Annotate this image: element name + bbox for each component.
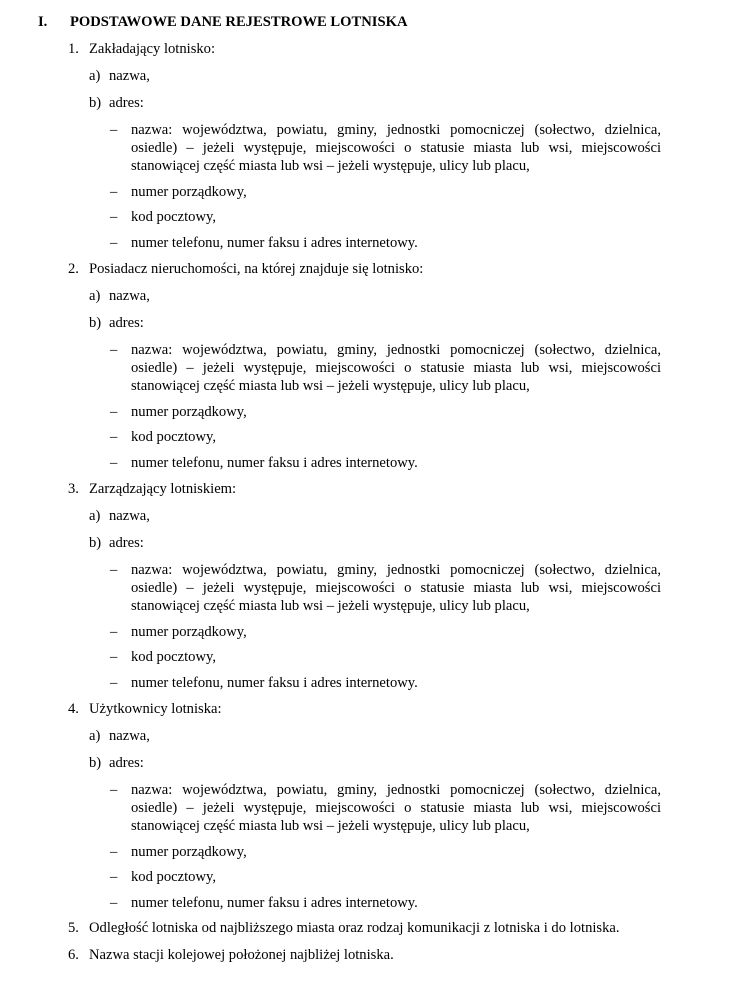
dash-item-text: numer porządkowy, xyxy=(131,184,247,200)
dash-item-text: nazwa: województwa, powiatu, gminy, jednostki pomocniczej (sołectwo, dzielnica, osiedle) – jeżeli występuje, miejscowości o statusie miasta lub wsi, miejscowości stanowiącej część miasta lub wsi – jeżeli występuje, ulicy lub placu, xyxy=(131,122,661,174)
dash-marker: – xyxy=(110,455,118,471)
sub-item-text: adres: xyxy=(109,315,144,331)
dash-item-text: kod pocztowy, xyxy=(131,649,216,665)
sub-item-letter: b) xyxy=(89,535,102,551)
sub-item-letter: a) xyxy=(89,68,101,84)
sub-item-letter: a) xyxy=(89,288,101,304)
dash-item-text: numer porządkowy, xyxy=(131,844,247,860)
dash-item-text: nazwa: województwa, powiatu, gminy, jednostki pomocniczej (sołectwo, dzielnica, osiedle) – jeżeli występuje, miejscowości o statusie miasta lub wsi, miejscowości stanowiącej część miasta lub wsi – jeżeli występuje, ulicy lub placu, xyxy=(131,782,661,834)
dash-marker: – xyxy=(110,184,118,200)
dash-item-text: numer porządkowy, xyxy=(131,624,247,640)
dash-item-text: nazwa: województwa, powiatu, gminy, jednostki pomocniczej (sołectwo, dzielnica, osiedle) – jeżeli występuje, miejscowości o statusie miasta lub wsi, miejscowości stanowiącej część miasta lub wsi – jeżeli występuje, ulicy lub placu, xyxy=(131,342,661,394)
dash-item-text: kod pocztowy, xyxy=(131,429,216,445)
dash-marker: – xyxy=(110,404,118,420)
dash-item-text: numer telefonu, numer faksu i adres internetowy. xyxy=(131,675,418,691)
dash-item-text: numer telefonu, numer faksu i adres internetowy. xyxy=(131,895,418,911)
sub-item-text: adres: xyxy=(109,755,144,771)
sub-item-letter: b) xyxy=(89,95,102,111)
dash-marker: – xyxy=(110,122,118,138)
sub-item-letter: b) xyxy=(89,315,102,331)
dash-item-text: numer telefonu, numer faksu i adres internetowy. xyxy=(131,235,418,251)
sub-item-text: nazwa, xyxy=(109,288,150,304)
item-number: 6. xyxy=(68,947,79,963)
item-label: Nazwa stacji kolejowej położonej najbliżej lotniska. xyxy=(89,947,394,963)
dash-marker: – xyxy=(110,782,118,798)
dash-marker: – xyxy=(110,342,118,358)
sub-item-text: nazwa, xyxy=(109,728,150,744)
item-number: 3. xyxy=(68,481,79,497)
sub-item-letter: a) xyxy=(89,728,101,744)
dash-item-text: kod pocztowy, xyxy=(131,209,216,225)
section-title: PODSTAWOWE DANE REJESTROWE LOTNISKA xyxy=(70,14,408,30)
dash-item-text: nazwa: województwa, powiatu, gminy, jednostki pomocniczej (sołectwo, dzielnica, osiedle) – jeżeli występuje, miejscowości o statusie miasta lub wsi, miejscowości stanowiącej część miasta lub wsi – jeżeli występuje, ulicy lub placu, xyxy=(131,562,661,614)
item-label: Zakładający lotnisko: xyxy=(89,41,216,57)
dash-marker: – xyxy=(110,235,118,251)
dash-marker: – xyxy=(110,649,118,665)
sub-item-text: nazwa, xyxy=(109,508,150,524)
section-number: I. xyxy=(38,14,48,30)
item-label: Użytkownicy lotniska: xyxy=(89,701,222,717)
dash-marker: – xyxy=(110,429,118,445)
sub-item-text: nazwa, xyxy=(109,68,150,84)
dash-item-text: numer telefonu, numer faksu i adres internetowy. xyxy=(131,455,418,471)
dash-marker: – xyxy=(110,209,118,225)
sub-item-text: adres: xyxy=(109,95,144,111)
dash-marker: – xyxy=(110,675,118,691)
sub-item-text: adres: xyxy=(109,535,144,551)
item-label: Zarządzający lotniskiem: xyxy=(89,481,237,497)
dash-marker: – xyxy=(110,844,118,860)
sub-item-letter: a) xyxy=(89,508,101,524)
dash-marker: – xyxy=(110,624,118,640)
dash-item-text: numer porządkowy, xyxy=(131,404,247,420)
item-number: 2. xyxy=(68,261,79,277)
item-number: 4. xyxy=(68,701,79,717)
item-label: Odległość lotniska od najbliższego miasta oraz rodzaj komunikacji z lotniska i do lotniska. xyxy=(89,920,620,936)
item-number: 1. xyxy=(68,41,79,57)
dash-marker: – xyxy=(110,869,118,885)
sub-item-letter: b) xyxy=(89,755,102,771)
dash-marker: – xyxy=(110,895,118,911)
dash-item-text: kod pocztowy, xyxy=(131,869,216,885)
item-label: Posiadacz nieruchomości, na której znajduje się lotnisko: xyxy=(89,261,424,277)
dash-marker: – xyxy=(110,562,118,578)
item-number: 5. xyxy=(68,920,79,936)
